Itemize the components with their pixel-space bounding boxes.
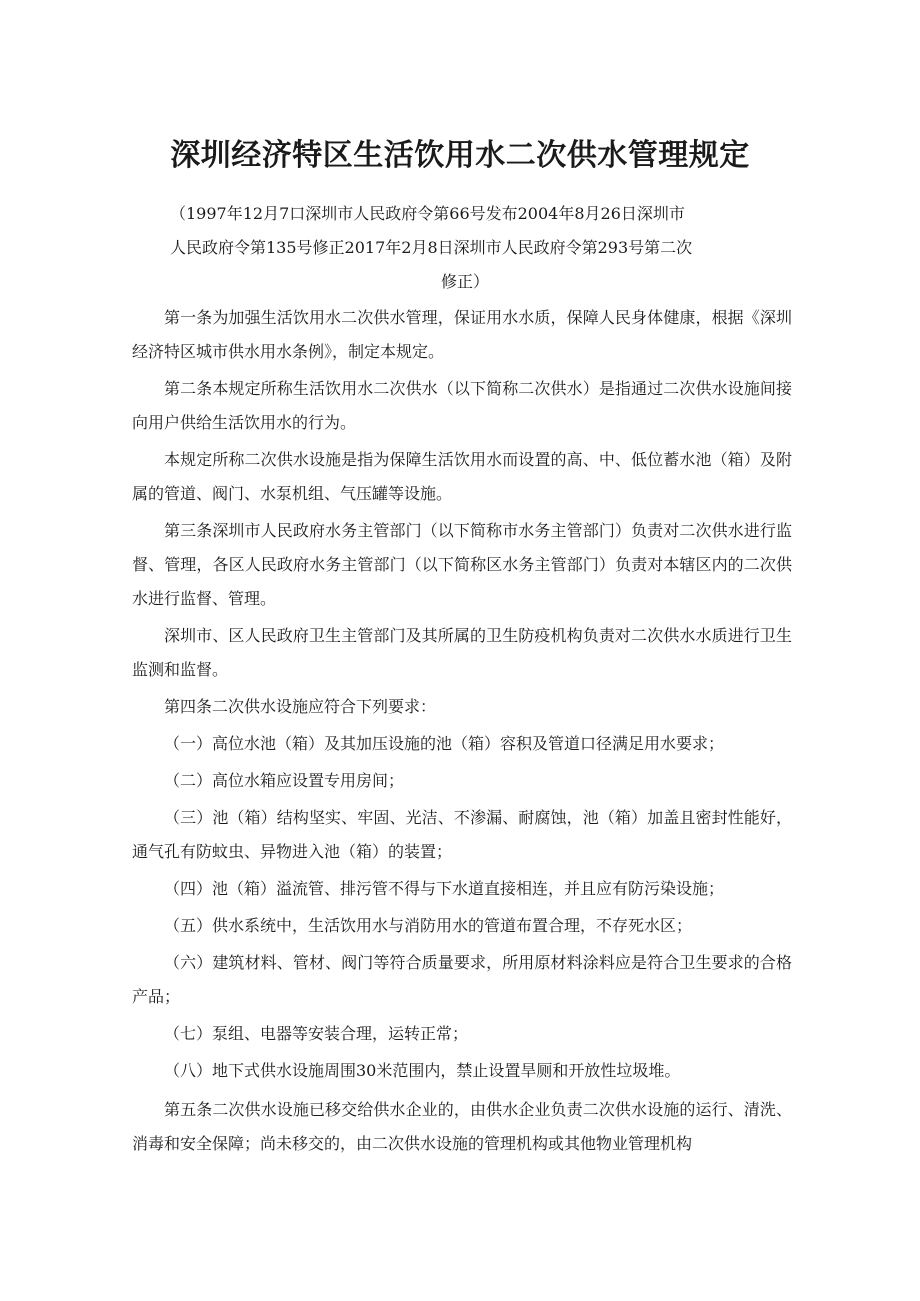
document-title: 深圳经济特区生活饮用水二次供水管理规定 xyxy=(170,138,750,173)
subtitle-line: 修正） xyxy=(440,272,489,291)
paragraph-article-1: 第一条为加强生活饮用水二次供水管理，保证用水水质，保障人民身体健康，根据《深圳经济特区城市供水用水条例》，制定本规定。 xyxy=(132,308,792,361)
paragraph-article-3: 第三条深圳市人民政府水务主管部门（以下简称市水务主管部门）负责对二次供水进行监督、管理，各区人民政府水务主管部门（以下简称区水务主管部门）负责对本辖区内的二次供水进行监督、管理。 xyxy=(132,521,792,608)
paragraph-article-2: 第二条本规定所称生活饮用水二次供水（以下简称二次供水）是指通过二次供水设施间接向用户供给生活饮用水的行为。 xyxy=(132,379,792,432)
list-item-4: （四）池（箱）溢流管、排污管不得与下水道直接相连，并且应有防污染设施； xyxy=(164,879,725,898)
list-item-1: （一）高位水池（箱）及其加压设施的池（箱）容积及管道口径满足用水要求； xyxy=(164,734,725,753)
subtitle-line: 人民政府令第135号修正2017年2月8日深圳市人民政府令第293号第二次 xyxy=(170,238,693,257)
list-item-7: （七）泵组、电器等安装合理，运转正常； xyxy=(164,1024,469,1043)
document-body xyxy=(132,301,792,1164)
list-item-5: （五）供水系统中，生活饮用水与消防用水的管道布置合理，不存死水区； xyxy=(164,916,693,935)
paragraph-facility-definition: 本规定所称二次供水设施是指为保障生活饮用水而设置的高、中、低位蓄水池（箱）及附属的管道、阀门、水泵机组、气压罐等设施。 xyxy=(132,450,792,503)
list-item-3: （三）池（箱）结构坚实、牢固、光洁、不渗漏、耐腐蚀，池（箱）加盖且密封性能好，通气孔有防蚊虫、异物进入池（箱）的装置； xyxy=(132,808,792,861)
list-item-8: （八）地下式供水设施周围30米范围内，禁止设置旱厕和开放性垃圾堆。 xyxy=(164,1061,681,1080)
paragraph-article-4: 第四条二次供水设施应符合下列要求： xyxy=(164,697,437,716)
paragraph-health-dept: 深圳市、区人民政府卫生主管部门及其所属的卫生防疫机构负责对二次供水水质进行卫生监测和监督。 xyxy=(132,626,792,679)
subtitle-line: （1997年12月7口深圳市人民政府令第66号发布2004年8月26日深圳市 xyxy=(170,204,685,223)
list-item-2: （二）高位水箱应设置专用房间； xyxy=(164,771,405,790)
paragraph-article-5: 第五条二次供水设施已移交给供水企业的，由供水企业负责二次供水设施的运行、清洗、消毒和安全保障；尚未移交的，由二次供水设施的管理机构或其他物业管理机构 xyxy=(132,1100,792,1153)
document-subtitle xyxy=(170,197,760,299)
list-item-6: （六）建筑材料、管材、阀门等符合质量要求，所用原材料涂料应是符合卫生要求的合格产品； xyxy=(132,953,792,1006)
